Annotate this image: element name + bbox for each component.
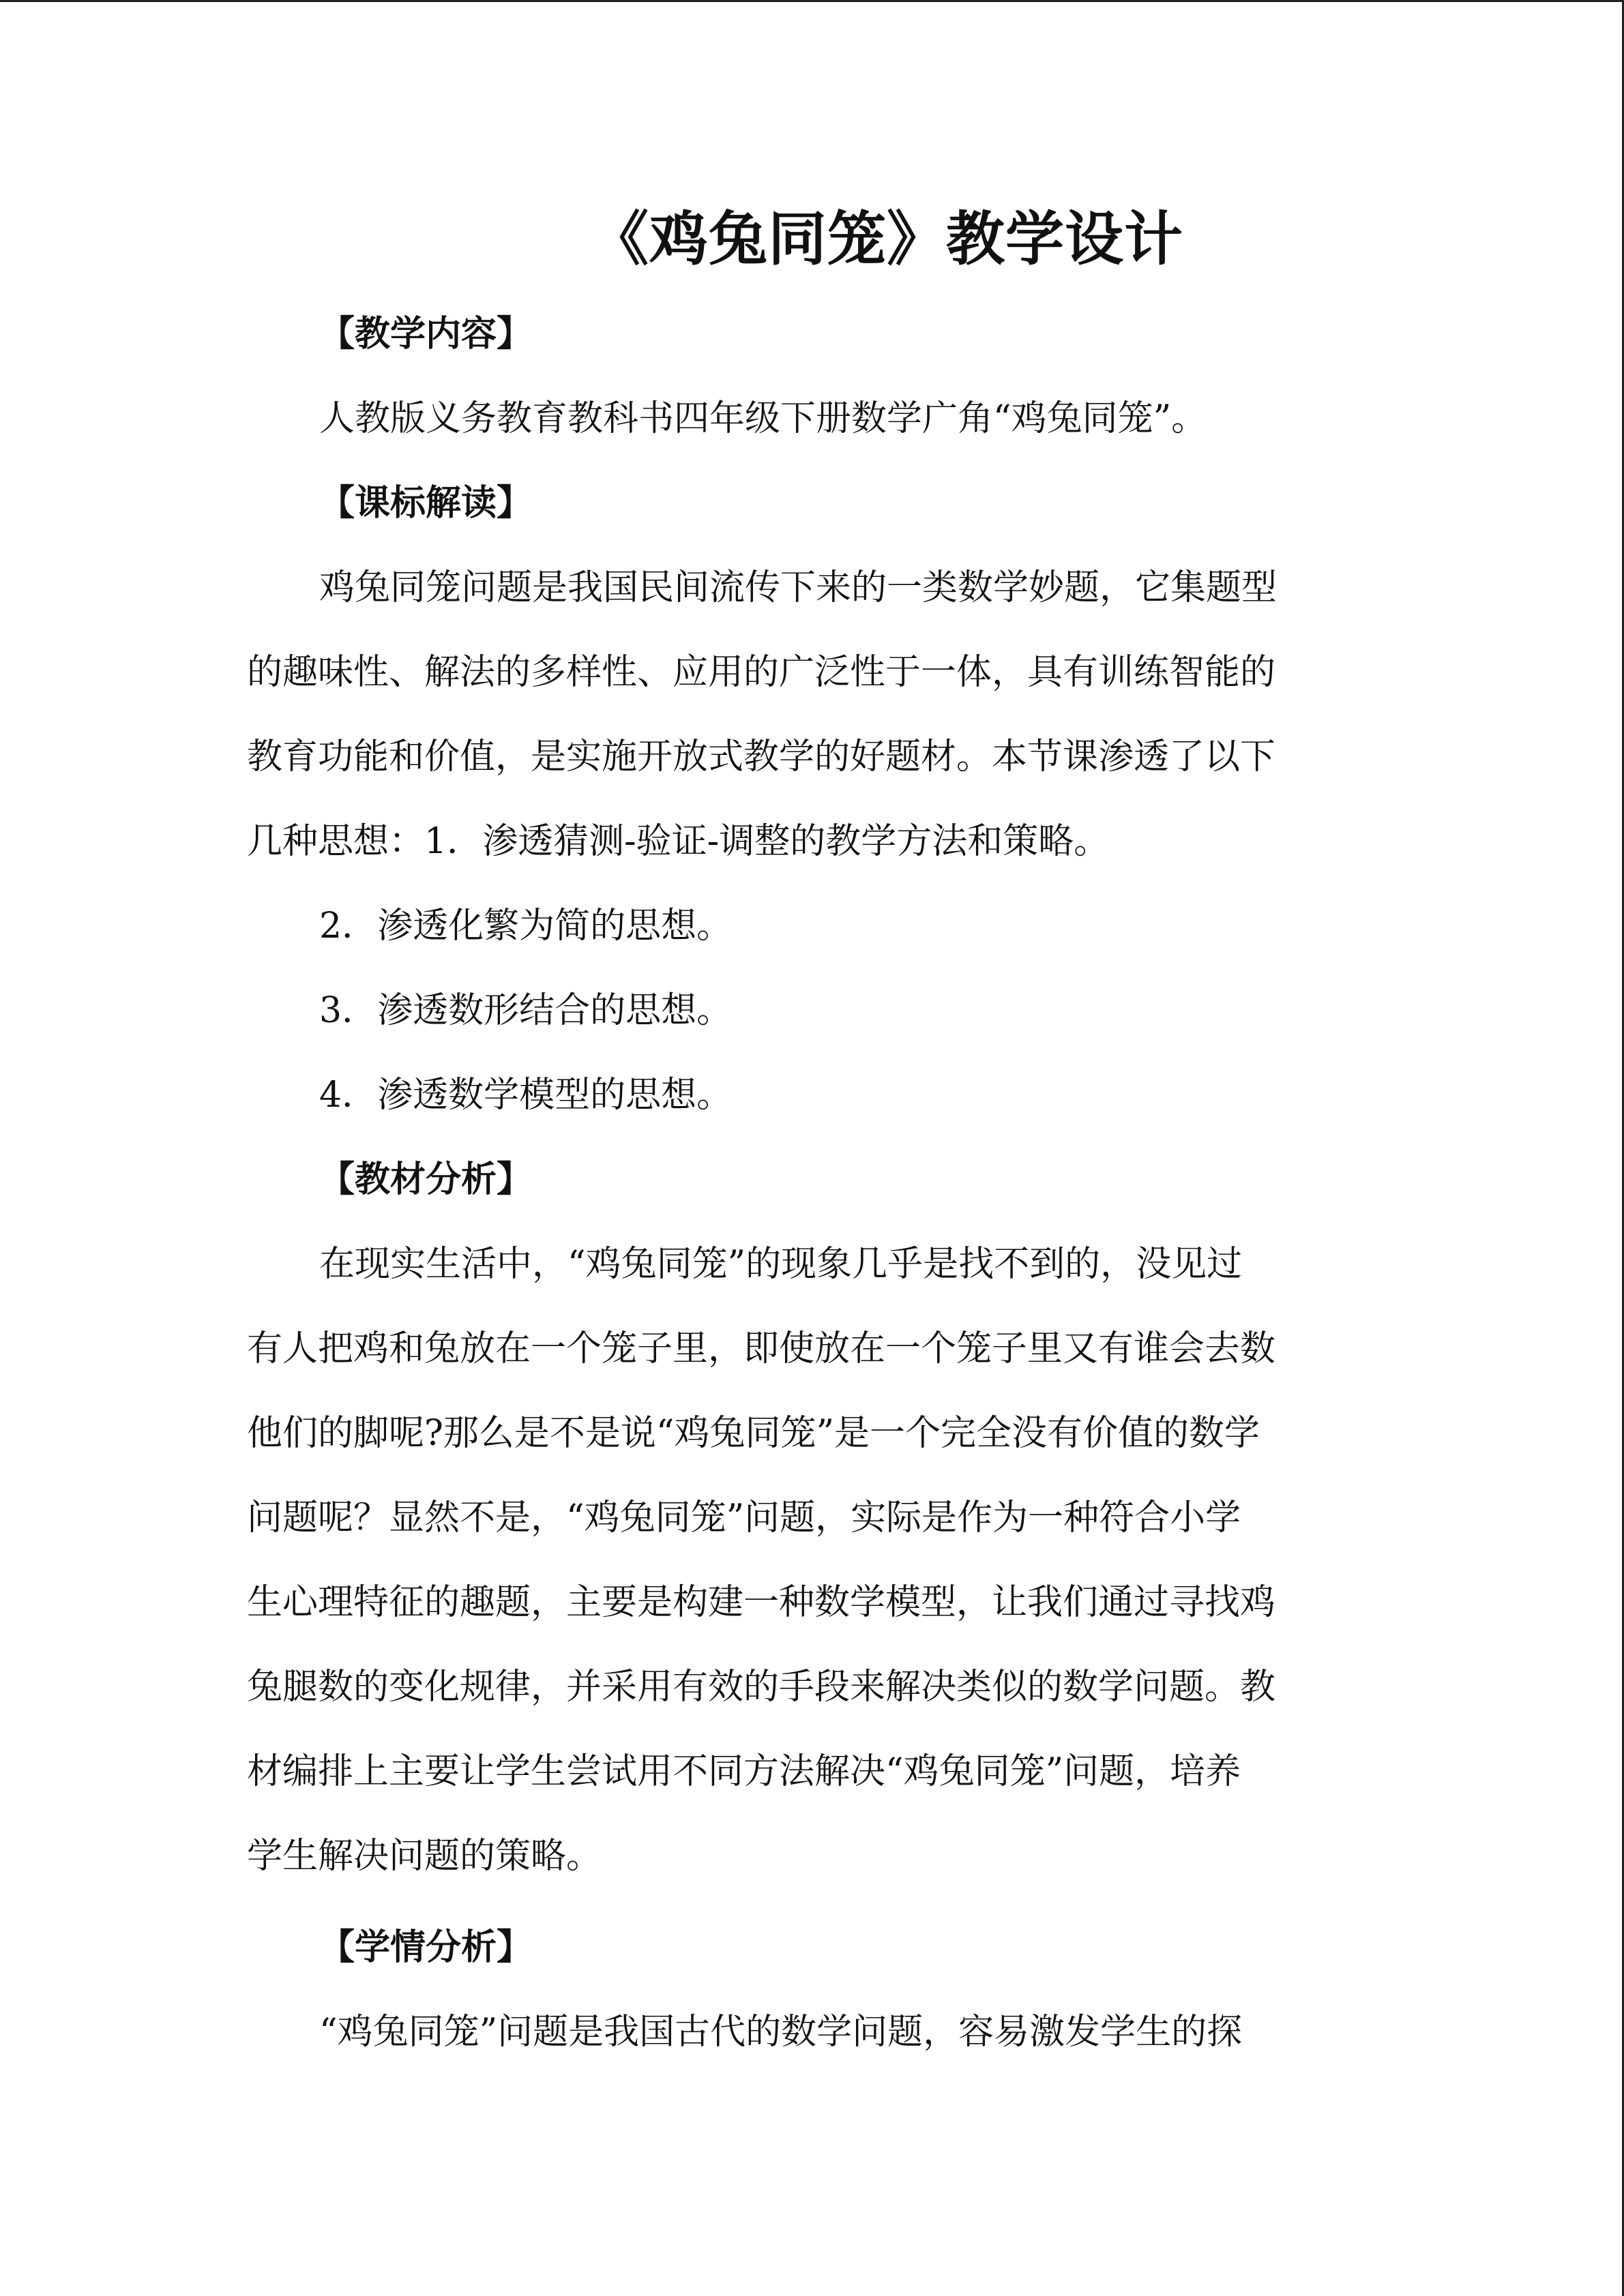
paragraph-line: 问题呢？显然不是，“鸡兔同笼”问题，实际是作为一种符合小学: [247, 1497, 1241, 1538]
paragraph-line: 鸡兔同笼问题是我国民间流传下来的一类数学妙题，它集题型: [319, 567, 1278, 608]
section-heading-textbook-analysis: 【教材分析】: [319, 1159, 533, 1200]
section-heading-curriculum-interpretation: 【课标解读】: [319, 482, 533, 524]
paragraph-line: 人教版义务教育教科书四年级下册数学广角“鸡兔同笼”。: [319, 398, 1207, 439]
list-item: 2．渗透化繁为简的思想。: [319, 906, 733, 946]
paragraph-line: 学生解决问题的策略。: [247, 1836, 602, 1877]
list-item: 3．渗透数形结合的思想。: [319, 990, 733, 1031]
paragraph-line: 有人把鸡和兔放在一个笼子里，即使放在一个笼子里又有谁会去数: [247, 1328, 1276, 1369]
paragraph-line: 他们的脚呢?那么是不是说“鸡兔同笼”是一个完全没有价值的数学: [247, 1413, 1260, 1454]
paragraph-line: 教育功能和价值，是实施开放式教学的好题材。本节课渗透了以下: [247, 736, 1276, 777]
paragraph-line: 兔腿数的变化规律，并采用有效的手段来解决类似的数学问题。教: [247, 1667, 1276, 1708]
paragraph-line: “鸡兔同笼”问题是我国古代的数学问题，容易激发学生的探: [319, 2012, 1243, 2053]
paragraph-line: 在现实生活中，“鸡兔同笼”的现象几乎是找不到的，没见过: [319, 1244, 1243, 1285]
document-body: [247, 292, 1365, 2074]
paragraph-line: 几种思想：1．渗透猜测-验证-调整的教学方法和策略。: [247, 821, 1110, 862]
section-heading-teaching-content: 【教学内容】: [319, 313, 533, 355]
list-item: 4．渗透数学模型的思想。: [319, 1075, 733, 1116]
page-title: 《鸡兔同笼》教学设计: [590, 205, 1183, 273]
paragraph-line: 生心理特征的趣题，主要是构建一种数学模型，让我们通过寻找鸡: [247, 1582, 1276, 1623]
paragraph-line: 材编排上主要让学生尝试用不同方法解决“鸡兔同笼”问题，培养: [247, 1751, 1241, 1792]
paragraph-line: 的趣味性、解法的多样性、应用的广泛性于一体，具有训练智能的: [247, 652, 1276, 693]
section-heading-student-analysis: 【学情分析】: [319, 1926, 533, 1968]
